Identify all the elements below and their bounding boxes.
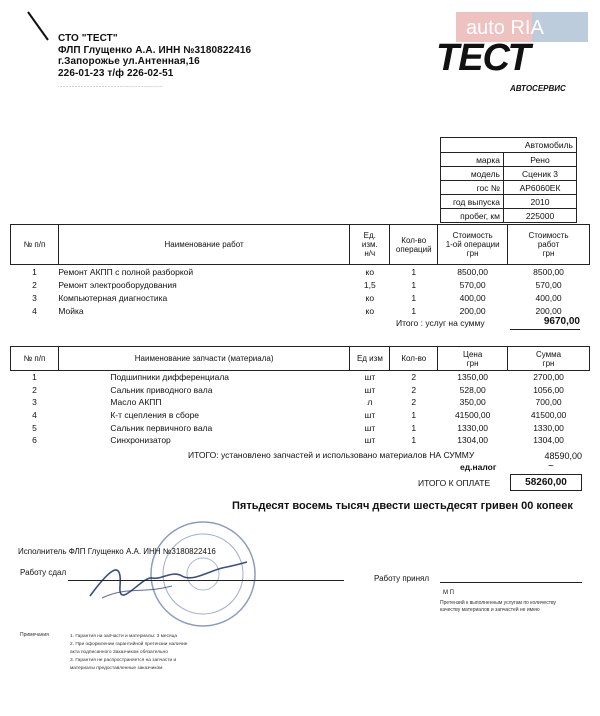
watermark-text: auto RIA xyxy=(466,17,544,39)
parts-total-value: 48590,00 xyxy=(544,451,582,461)
parts-table xyxy=(10,346,590,447)
car-row: гос № АР6060ЕК xyxy=(441,181,577,195)
table-row: 2 Сальник приводного вала шт 2 528,00 1056,00 xyxy=(32,384,564,395)
company-name: СТО "ТЕСТ" xyxy=(58,33,118,44)
executor-line: Исполнитель ФЛП Глущенко А.А. ИНН №3180822416 xyxy=(18,547,216,556)
parts-total-label: ИТОГО: установлено запчастей и использовано материалов НА СУММУ xyxy=(188,450,475,460)
table-row: 4 Мойка ко 1 200,00 200,00 xyxy=(32,305,562,316)
warranty-notes xyxy=(70,633,187,673)
note-line: 1. Гарантия на запчасти и материалы: 3 месяца xyxy=(70,634,177,639)
table-row: 4 К-т сцепления в сборе шт 1 41500,00 41500,00 xyxy=(32,410,567,421)
note-line: материалы предоставленные заказчиком xyxy=(70,666,163,671)
accepted-label: Работу принял xyxy=(374,574,430,583)
car-info-title: Автомобиль xyxy=(441,138,577,153)
works-col-total: Стоимость работ грн xyxy=(508,225,590,265)
pay-total-label: ИТОГО К ОПЛАТЕ xyxy=(418,478,491,488)
table-row: 3 Компьютерная диагностика ко 1 400,00 400,00 xyxy=(32,292,562,303)
table-row: 1 Подшипники дифференциала шт 2 1350,00 2700,00 xyxy=(32,372,564,383)
brand-logo: ТЕСТ xyxy=(436,37,530,79)
car-row: пробег, км 225000 xyxy=(441,209,577,223)
works-table xyxy=(10,224,590,317)
notes-label: Примечания xyxy=(20,632,49,638)
parts-col-qty: Кол-во xyxy=(390,347,438,371)
car-row: год выпуска 2010 xyxy=(441,195,577,209)
works-header-row xyxy=(11,225,590,265)
accepted-signature-line xyxy=(440,582,582,583)
works-col-name: Наименование работ xyxy=(58,225,349,265)
company-owner: ФЛП Глущенко А.А. ИНН №3180822416 xyxy=(58,44,252,56)
works-col-qty: Кол-во операций xyxy=(390,225,438,265)
works-col-unit: Ед. изм. н/ч xyxy=(350,225,390,265)
handed-signature-line xyxy=(68,580,344,581)
works-total-value: 9670,00 xyxy=(543,316,580,327)
note-line: акта подписанного Заказчиком обязательно xyxy=(70,650,168,655)
parts-col-unit: Ед изм xyxy=(350,347,390,371)
table-row: 6 Синхронизатор шт 1 1304,00 1304,00 xyxy=(32,435,564,446)
amount-in-words: Пятьдесят восемь тысяч двести шестьдесят гривен 00 копеек xyxy=(232,500,573,512)
note-line: 3. Гарантия не распространяется на запчасти и xyxy=(70,658,177,663)
parts-col-name: Наименование запчасти (материала) xyxy=(58,347,350,371)
handed-label: Работу сдал xyxy=(20,568,67,577)
car-row: марка Рено xyxy=(441,153,577,167)
vat-label: ед.налог xyxy=(460,462,497,472)
works-total-label: Итого : услуг на сумму xyxy=(396,318,485,328)
parts-col-num: № п/п xyxy=(11,347,59,371)
car-row: модель Сценик 3 xyxy=(441,167,577,181)
parts-header-row xyxy=(11,347,590,371)
corner-fold-mark xyxy=(0,0,60,60)
table-row: 1 Ремонт АКПП с полной разборкой ко 1 8500,00 8500,00 xyxy=(32,266,564,277)
table-row: 2 Ремонт электрооборудования 1,5 1 570,00 570,00 xyxy=(32,279,562,290)
company-header xyxy=(58,33,251,79)
header-fine-print: ······································································ xyxy=(58,84,163,89)
stamp-place-label: М П xyxy=(443,590,454,596)
works-total-underline xyxy=(510,329,580,330)
table-row: 3 Масло АКПП л 2 350,00 700,00 xyxy=(32,397,562,408)
company-phones: 226-01-23 т/ф 226-02-51 xyxy=(58,67,174,79)
vat-value: ~ xyxy=(548,461,554,472)
parts-col-price: Цена грн xyxy=(438,347,508,371)
car-info-table xyxy=(440,137,577,223)
works-col-price: Стоимость 1-ой операции грн xyxy=(438,225,508,265)
note-line: 2. При оформлении гарантийной претензии наличие xyxy=(70,642,188,647)
table-row: 5 Сальник первичного вала шт 1 1330,00 1330,00 xyxy=(32,422,564,433)
company-address: г.Запорожье ул.Антенная,16 xyxy=(58,56,200,67)
pay-total-value: 58260,00 xyxy=(510,474,582,491)
brand-subtitle: АВТОСЕРВИС xyxy=(510,84,566,93)
client-note: Претензий к выполненным услугам по количеству качеству материалов и запчастей не имею xyxy=(440,600,557,613)
parts-col-sum: Сумма грн xyxy=(508,347,590,371)
works-col-num: № п/п xyxy=(11,225,59,265)
